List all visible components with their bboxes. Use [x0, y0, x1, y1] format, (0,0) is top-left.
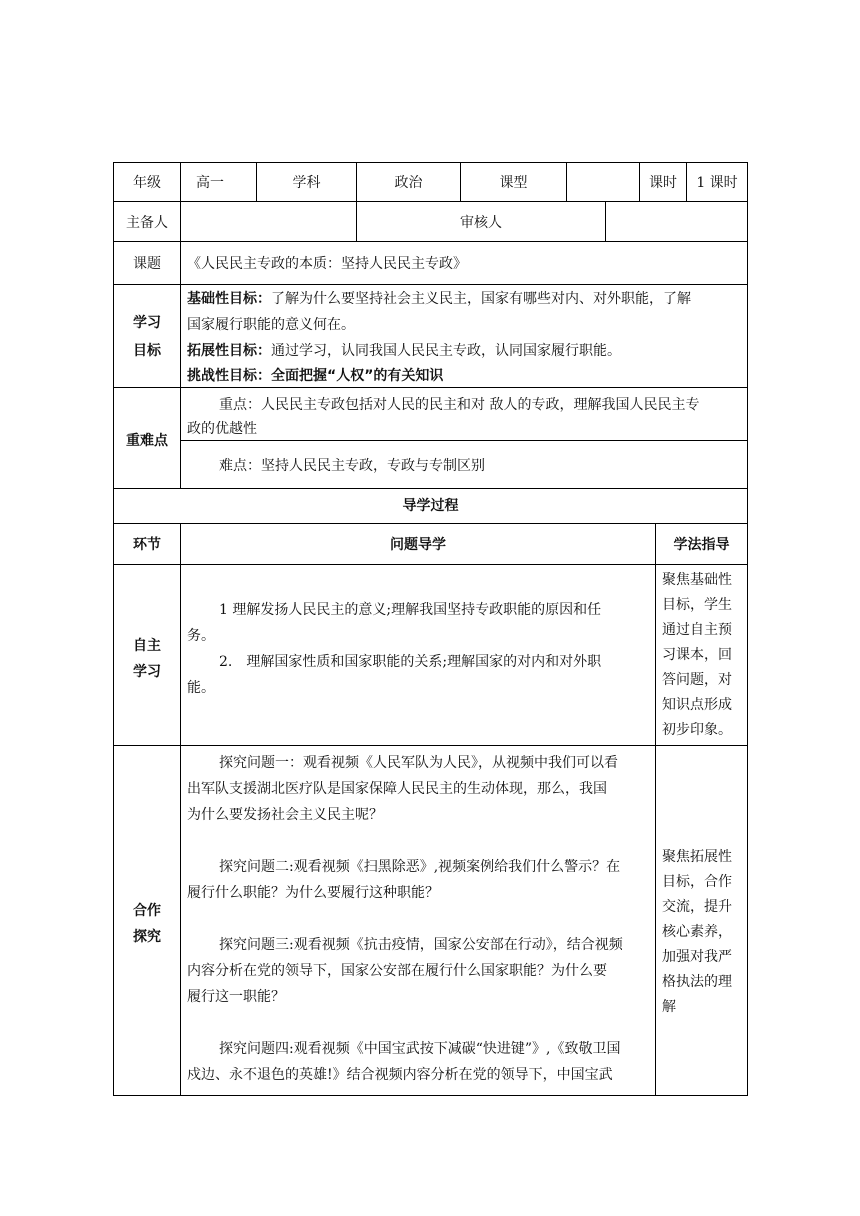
coop-q1-line: 探究问题一：观看视频《人民军队为人民》，从视频中我们可以看 — [219, 755, 618, 771]
coop-q3-line: 内容分析在党的领导下，国家公安部在履行什么国家职能？为什么要 — [187, 963, 607, 979]
coop-guide-line: 目标，合作 — [662, 874, 732, 890]
self-study-guide-line: 答问题，对 — [662, 672, 732, 688]
extended-goal-label: 拓展性目标： — [187, 343, 271, 359]
cell-cooperative-questions — [180, 745, 656, 1096]
cell-goals-content — [180, 284, 748, 388]
col-stage-header: 环节 — [133, 537, 161, 553]
grade-label: 年级 — [133, 175, 161, 191]
self-study-guide-line: 习课本，回 — [662, 647, 732, 663]
preparer-label: 主备人 — [126, 215, 168, 231]
cell-key-point — [180, 387, 748, 441]
cell-lesson-type-value — [566, 162, 640, 202]
self-study-guide-line: 知识点形成 — [662, 697, 732, 713]
cell-col-stage — [113, 523, 181, 565]
cell-difficult-point — [180, 440, 748, 489]
cooperative-label-line1: 合作 — [133, 903, 161, 919]
subject-label: 学科 — [292, 175, 321, 191]
cell-self-study-guidance — [655, 564, 748, 746]
coop-q2-line: 履行什么职能？为什么要履行这种职能？ — [187, 885, 439, 901]
cell-col-guidance — [655, 523, 748, 565]
coop-guide-line: 格执法的理 — [662, 974, 732, 990]
coop-q4-line: 戍边、永不退色的英雄!》结合视频内容分析在党的领导下，中国宝武 — [187, 1067, 613, 1083]
cell-keypoints-label — [113, 387, 181, 489]
cell-subject-label — [256, 162, 357, 202]
cell-reviewer-value — [605, 201, 748, 242]
keypoints-label: 重难点 — [126, 433, 168, 449]
challenge-goal-label: 挑战性目标： — [187, 368, 271, 384]
reviewer-label: 审核人 — [460, 215, 502, 231]
self-study-label-line1: 自主 — [133, 638, 161, 654]
lesson-type-label: 课型 — [499, 175, 528, 191]
basic-goal-label: 基础性目标： — [187, 291, 271, 307]
cell-preparer-value — [180, 201, 357, 242]
goals-label-line1: 学习 — [133, 315, 161, 331]
cell-topic-label — [113, 241, 181, 285]
col-questions-header: 问题导学 — [390, 537, 446, 553]
cooperative-label-line2: 探究 — [133, 929, 161, 945]
coop-guide-line: 聚焦拓展性 — [662, 849, 732, 865]
self-study-q2-line1: 2. 理解国家性质和国家职能的关系;理解国家的对内和对外职 — [219, 654, 602, 670]
hours-value: 1 课时 — [696, 175, 738, 191]
extended-goal — [187, 344, 621, 358]
process-title: 导学过程 — [402, 498, 459, 514]
subject-value: 政治 — [394, 175, 423, 191]
cell-grade-label — [113, 162, 181, 202]
coop-guide-line: 解 — [662, 999, 676, 1015]
coop-q2-line: 探究问题二:观看视频《扫黑除恶》,视频案例给我们什么警示？在 — [219, 859, 621, 875]
coop-q4-line: 探究问题四:观看视频《中国宝武按下减碳“快进键”》,《致敬卫国 — [219, 1041, 621, 1057]
cell-hours-label — [639, 162, 687, 202]
cell-col-questions — [180, 523, 656, 565]
self-study-q1-line2: 务。 — [187, 628, 215, 644]
cell-cooperative-label — [113, 745, 181, 1096]
coop-guide-line: 交流，提升 — [662, 899, 732, 915]
basic-goal-line2: 国家履行职能的意义何在。 — [187, 317, 355, 333]
cell-hours-value — [686, 162, 748, 202]
cell-process-title — [113, 488, 748, 524]
basic-goal-line1 — [187, 292, 691, 306]
col-guidance-header: 学法指导 — [673, 537, 730, 553]
coop-q1-line: 出军队支援湖北医疗队是国家保障人民民主的生动体现，那么，我国 — [187, 781, 607, 797]
cell-reviewer-label — [356, 201, 606, 242]
topic-value: 《人民民主专政的本质：坚持人民民主专政》 — [187, 256, 467, 272]
extended-goal-text: 通过学习，认同我国人民民主专政，认同国家履行职能。 — [271, 343, 621, 359]
cell-grade-value — [180, 162, 257, 202]
coop-guide-line: 加强对我严 — [662, 949, 732, 965]
cell-goals-label — [113, 284, 181, 388]
basic-goal-text: 了解为什么要坚持社会主义民主，国家有哪些对内、对外职能，了解 — [271, 291, 691, 307]
key-point-line2: 政的优越性 — [187, 421, 257, 437]
goals-label-line2: 目标 — [133, 343, 161, 359]
self-study-guide-line: 初步印象。 — [662, 722, 732, 738]
cell-preparer-label — [113, 201, 181, 242]
self-study-guide-line: 目标，学生 — [662, 597, 732, 613]
challenge-goal — [187, 369, 443, 383]
cell-topic-value — [180, 241, 748, 285]
coop-q1-line: 为什么要发扬社会主义民主呢？ — [187, 807, 383, 823]
coop-q3-line: 探究问题三:观看视频《抗击疫情，国家公安部在行动》，结合视频 — [219, 937, 623, 953]
challenge-goal-text: 全面把握“人权”的有关知识 — [271, 368, 444, 384]
cell-self-study-label — [113, 564, 181, 746]
self-study-q2-line2: 能。 — [187, 680, 215, 696]
difficult-point: 难点：坚持人民民主专政，专政与专制区别 — [219, 458, 485, 474]
key-point-line1: 重点：人民民主专政包括对人民的民主和对 敌人的专政，理解我国人民民主专 — [219, 397, 700, 413]
cell-cooperative-guidance — [655, 745, 748, 1096]
self-study-q1-line1: 1 理解发扬人民民主的意义;理解我国坚持专政职能的原因和任 — [219, 602, 602, 618]
topic-label: 课题 — [133, 256, 161, 272]
cell-subject-value — [356, 162, 461, 202]
coop-guide-line: 核心素养， — [662, 924, 732, 940]
cell-self-study-questions — [180, 564, 656, 746]
self-study-guide-line: 通过自主预 — [662, 622, 732, 638]
coop-q3-line: 履行这一职能？ — [187, 989, 285, 1005]
self-study-label-line2: 学习 — [133, 664, 161, 680]
hours-label: 课时 — [649, 175, 677, 191]
self-study-guide-line: 聚焦基础性 — [662, 572, 732, 588]
grade-value: 高一 — [196, 175, 224, 191]
cell-lesson-type-label — [460, 162, 567, 202]
